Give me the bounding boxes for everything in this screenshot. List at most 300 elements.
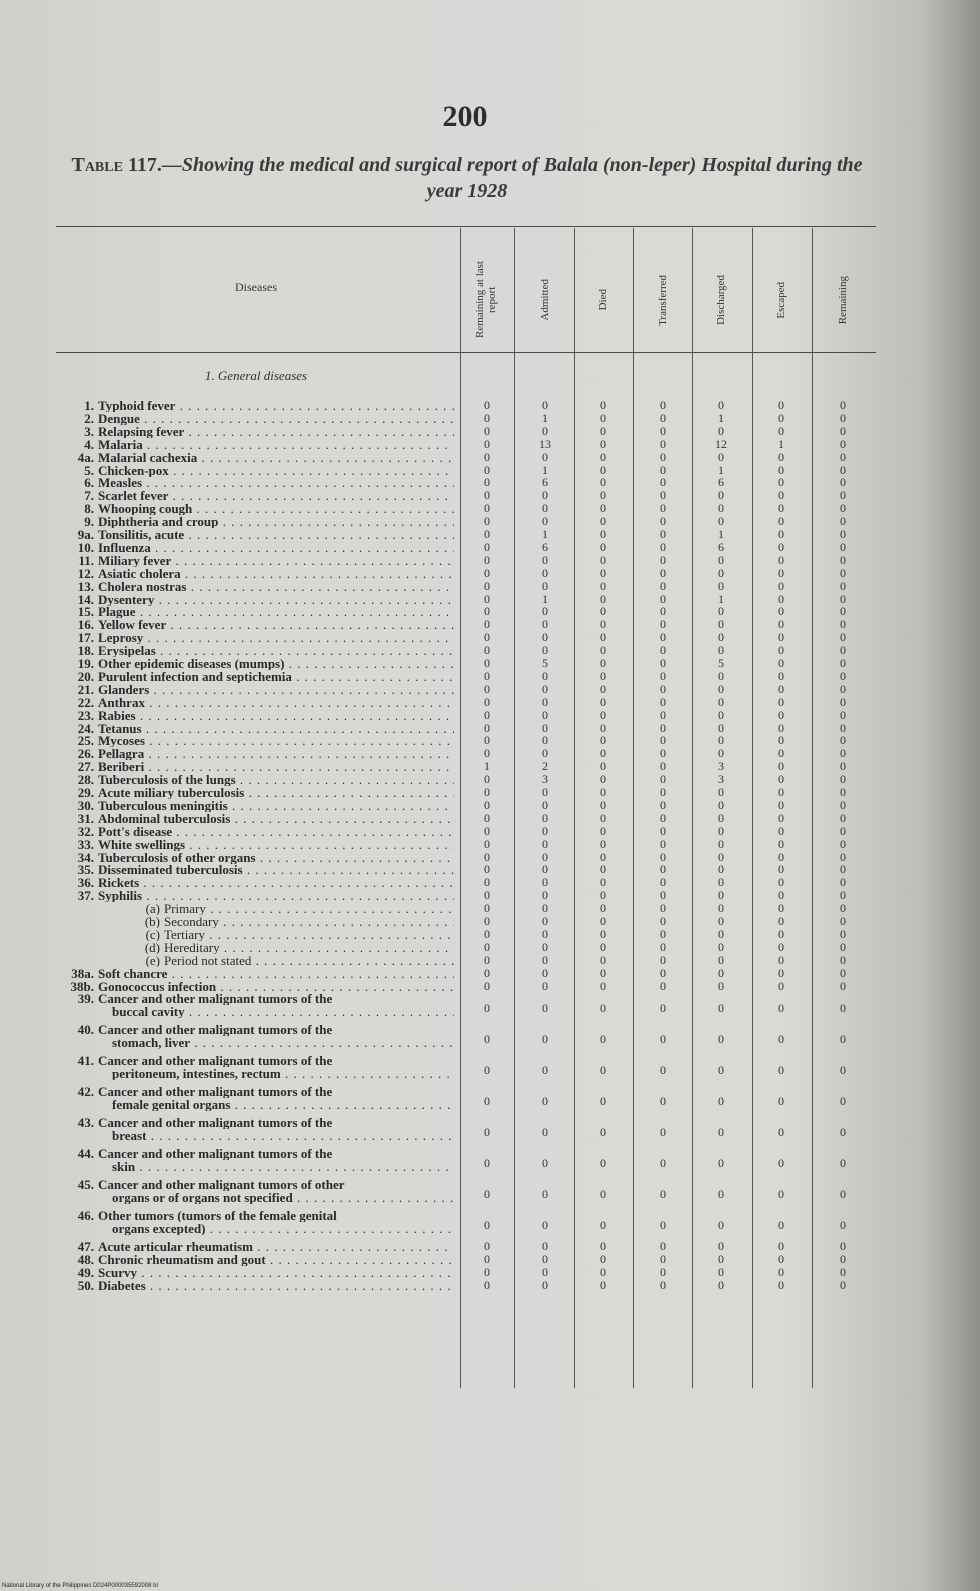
- disease-number: 23.: [77, 708, 94, 722]
- cell-value: 0: [600, 552, 606, 567]
- cell-value: 0: [600, 462, 606, 477]
- cell-value: 0: [600, 1032, 606, 1047]
- cell-value: 0: [600, 707, 606, 722]
- cell-value: 0: [484, 514, 490, 529]
- cell-value: 0: [600, 617, 606, 632]
- cell-value: 0: [718, 1186, 724, 1201]
- cell-value: 0: [542, 901, 548, 916]
- cell-value: 0: [840, 617, 846, 632]
- disease-number: 32.: [77, 824, 94, 838]
- cell-value: 6: [542, 539, 548, 554]
- cell-value: 1: [718, 527, 724, 541]
- disease-label: [64, 734, 454, 747]
- cell-value: 0: [718, 978, 724, 993]
- cell-value: 0: [542, 1217, 548, 1232]
- column-divider: [692, 228, 693, 1388]
- cell-value: 0: [840, 875, 846, 890]
- cell-value: 0: [484, 823, 490, 838]
- disease-number: 44.: [77, 1147, 94, 1161]
- cell-value: 0: [600, 965, 606, 980]
- cell-value: 0: [600, 591, 606, 606]
- cell-value: 0: [778, 875, 784, 890]
- cell-value: 0: [778, 604, 784, 619]
- disease-name: Period not stated: [164, 953, 252, 967]
- column-header-label: Died: [597, 289, 609, 311]
- cell-value: 0: [600, 514, 606, 529]
- disease-number: 31.: [77, 811, 94, 825]
- disease-label-continued: [112, 1129, 454, 1142]
- cell-value: 0: [660, 643, 666, 658]
- cell-value: 0: [718, 1093, 724, 1108]
- cell-value: 0: [778, 1155, 784, 1170]
- cell-value: 0: [600, 1264, 606, 1279]
- cell-value: 0: [718, 720, 724, 735]
- disease-name: Diabetes: [98, 1278, 146, 1292]
- cell-value: 0: [718, 423, 724, 438]
- cell-value: 0: [484, 926, 490, 941]
- disease-name: Glanders: [98, 682, 150, 696]
- section-title: 1. General diseases: [204, 368, 308, 383]
- disease-name: Measles: [98, 476, 143, 490]
- cell-value: 0: [542, 1001, 548, 1016]
- column-header: [583, 250, 623, 350]
- column-header-label: Remaining at last report: [474, 261, 498, 339]
- cell-value: 0: [840, 1264, 846, 1279]
- disease-number: 14.: [77, 592, 94, 606]
- disease-number: 15.: [77, 605, 94, 619]
- header-bottom-rule: [56, 352, 876, 353]
- disease-name: Tuberculosis of the lungs: [98, 773, 236, 787]
- cell-value: 1: [542, 462, 548, 477]
- disease-name: Dengue: [98, 411, 140, 425]
- cell-value: 0: [660, 1155, 666, 1170]
- cell-value: 1: [778, 436, 784, 451]
- disease-label: [64, 696, 454, 709]
- cell-value: 0: [484, 449, 490, 464]
- column-header: [761, 250, 801, 350]
- cell-value: 1: [542, 591, 548, 606]
- cell-value: 0: [778, 681, 784, 696]
- cell-value: 0: [778, 720, 784, 735]
- disease-number: 12.: [77, 566, 94, 580]
- cell-value: 0: [840, 436, 846, 451]
- cell-value: 0: [600, 449, 606, 464]
- cell-value: 0: [484, 552, 490, 567]
- cell-value: 0: [484, 862, 490, 877]
- cell-value: 0: [778, 901, 784, 916]
- cell-value: 3: [542, 772, 548, 787]
- disease-label: [64, 825, 454, 838]
- table-title-text: —Showing the medical and surgical report of Balala (non-leper) Hospital during the year 1928: [161, 154, 863, 202]
- cell-value: 0: [542, 810, 548, 825]
- disease-name-continued: female genital organs: [112, 1098, 231, 1112]
- cell-value: 0: [660, 398, 666, 412]
- disease-name: Scarlet fever: [98, 489, 169, 503]
- cell-value: 0: [542, 797, 548, 812]
- disease-number: 42.: [77, 1085, 94, 1099]
- cell-value: 0: [484, 810, 490, 825]
- cell-value: 0: [542, 823, 548, 838]
- column-divider: [752, 228, 753, 1388]
- disease-label: [64, 605, 454, 618]
- cell-value: 0: [660, 462, 666, 477]
- disease-label: [64, 915, 454, 928]
- disease-name: Plague: [98, 605, 136, 619]
- column-header: [823, 250, 863, 350]
- disease-label: [64, 399, 454, 412]
- disease-number: 38a.: [71, 966, 94, 980]
- cell-value: 0: [840, 501, 846, 516]
- cell-value: 6: [542, 475, 548, 490]
- cell-value: 0: [660, 1001, 666, 1016]
- cell-value: 0: [778, 849, 784, 864]
- cell-value: 0: [718, 552, 724, 567]
- cell-value: 0: [600, 436, 606, 451]
- cell-value: 0: [600, 797, 606, 812]
- cell-value: 0: [484, 797, 490, 812]
- disease-label: [64, 902, 454, 915]
- disease-label-continued: [112, 1036, 454, 1049]
- cell-value: 0: [840, 810, 846, 825]
- disease-label-continued: [112, 1160, 454, 1173]
- disease-name-continued: peritoneum, intestines, rectum: [112, 1067, 281, 1081]
- cell-value: 0: [542, 565, 548, 580]
- cell-value: 0: [778, 591, 784, 606]
- disease-label: [64, 425, 454, 438]
- cell-value: 0: [600, 759, 606, 774]
- cell-value: 1: [542, 410, 548, 425]
- disease-number: 43.: [77, 1116, 94, 1130]
- disease-name: Tuberculous meningitis: [98, 798, 228, 812]
- disease-number: 38b.: [70, 979, 94, 993]
- disease-label: [64, 889, 454, 902]
- disease-name: Yellow fever: [98, 618, 167, 632]
- disease-label: [64, 593, 454, 606]
- cell-value: 0: [660, 656, 666, 670]
- cell-value: 0: [542, 694, 548, 709]
- cell-value: 0: [778, 1251, 784, 1266]
- cell-value: 0: [840, 926, 846, 941]
- cell-value: 0: [660, 746, 666, 761]
- disease-number: 4.: [84, 437, 94, 451]
- column-divider: [812, 228, 813, 1388]
- disease-number: 18.: [77, 644, 94, 658]
- disease-label: [64, 760, 454, 773]
- cell-value: 0: [484, 1124, 490, 1139]
- column-header-label: Remaining: [837, 275, 849, 325]
- disease-name: Mycoses: [98, 734, 145, 748]
- cell-value: 0: [778, 423, 784, 438]
- disease-name: Leprosy: [98, 631, 144, 645]
- cell-value: 2: [542, 759, 548, 774]
- cell-value: 0: [600, 668, 606, 683]
- cell-value: 0: [600, 630, 606, 645]
- cell-value: 0: [484, 914, 490, 928]
- cell-value: 0: [840, 1217, 846, 1232]
- disease-label: [64, 541, 454, 554]
- disease-label: [64, 618, 454, 631]
- cell-value: 0: [542, 1093, 548, 1108]
- cell-value: 0: [718, 694, 724, 709]
- cell-value: 0: [840, 578, 846, 593]
- disease-label: [64, 580, 454, 593]
- cell-value: 0: [600, 901, 606, 916]
- disease-name: Chicken-pox: [98, 463, 169, 477]
- cell-value: 0: [718, 514, 724, 529]
- disease-number: 10.: [77, 540, 94, 554]
- cell-value: 0: [600, 1124, 606, 1139]
- cell-value: 0: [484, 1001, 490, 1016]
- cell-value: 0: [840, 901, 846, 916]
- cell-value: 0: [660, 630, 666, 645]
- cell-value: 0: [484, 1277, 490, 1292]
- cell-value: 0: [718, 901, 724, 916]
- cell-value: 0: [660, 952, 666, 967]
- cell-value: 0: [840, 539, 846, 554]
- cell-value: 0: [778, 810, 784, 825]
- disease-name: Cancer and other malignant tumors of the: [98, 1023, 333, 1037]
- cell-value: 0: [840, 423, 846, 438]
- cell-value: 0: [660, 604, 666, 619]
- cell-value: 0: [718, 1217, 724, 1232]
- cell-value: 0: [660, 978, 666, 993]
- disease-name: Malaria: [98, 437, 143, 451]
- disease-number: 1.: [84, 399, 94, 412]
- cell-value: 0: [778, 1001, 784, 1016]
- cell-value: 0: [840, 1124, 846, 1139]
- disease-number: 25.: [77, 734, 94, 748]
- disease-label: [64, 554, 454, 567]
- cell-value: 0: [840, 1001, 846, 1016]
- disease-label: [64, 670, 454, 683]
- cell-value: 0: [840, 862, 846, 877]
- cell-value: 0: [718, 1264, 724, 1279]
- cell-value: 0: [484, 475, 490, 490]
- cell-value: 0: [600, 694, 606, 709]
- column-divider: [633, 228, 634, 1388]
- cell-value: 0: [778, 785, 784, 799]
- cell-value: 0: [840, 694, 846, 709]
- cell-value: 0: [484, 423, 490, 438]
- cell-value: 0: [840, 785, 846, 799]
- cell-value: 0: [542, 965, 548, 980]
- cell-value: 0: [840, 914, 846, 928]
- cell-value: 0: [718, 914, 724, 928]
- disease-label-continued: [112, 1222, 454, 1235]
- disease-name: Miliary fever: [98, 553, 172, 567]
- cell-value: 0: [660, 475, 666, 490]
- disease-number: 37.: [77, 889, 94, 903]
- cell-value: 0: [778, 656, 784, 670]
- disease-label: [64, 1023, 454, 1036]
- disease-number: 8.: [84, 502, 94, 516]
- disease-name: Pott's disease: [98, 824, 173, 838]
- cell-value: 0: [840, 888, 846, 903]
- cell-value: 0: [778, 578, 784, 593]
- cell-value: 0: [840, 759, 846, 774]
- cell-value: 0: [778, 939, 784, 954]
- disease-label-continued: [112, 1067, 454, 1080]
- cell-value: 0: [660, 501, 666, 516]
- cell-value: 0: [778, 1239, 784, 1254]
- cell-value: 0: [542, 630, 548, 645]
- cell-value: 0: [600, 733, 606, 748]
- cell-value: 0: [840, 475, 846, 490]
- cell-value: 0: [778, 823, 784, 838]
- cell-value: 1: [718, 591, 724, 606]
- cell-value: 0: [840, 797, 846, 812]
- cell-value: 0: [778, 1186, 784, 1201]
- disease-name: Typhoid fever: [98, 399, 176, 412]
- cell-value: 0: [484, 604, 490, 619]
- cell-value: 0: [660, 578, 666, 593]
- cell-value: 0: [778, 514, 784, 529]
- cell-value: 0: [660, 797, 666, 812]
- cell-value: 0: [718, 1155, 724, 1170]
- cell-value: 0: [600, 1001, 606, 1016]
- disease-name: Cancer and other malignant tumors of the: [98, 1147, 333, 1161]
- cell-value: 0: [718, 746, 724, 761]
- disease-name: Whooping cough: [98, 502, 193, 516]
- disease-label: [64, 657, 454, 670]
- cell-value: 13: [539, 436, 551, 451]
- cell-value: 0: [778, 488, 784, 503]
- cell-value: 3: [718, 772, 724, 787]
- disease-name: Dysentery: [98, 592, 155, 606]
- cell-value: 0: [660, 539, 666, 554]
- cell-value: 0: [718, 398, 724, 412]
- disease-name: Anthrax: [98, 695, 145, 709]
- cell-value: 0: [542, 1186, 548, 1201]
- cell-value: 0: [484, 565, 490, 580]
- disease-name: Gonococcus infection: [98, 979, 217, 993]
- disease-number: (c): [145, 927, 160, 941]
- cell-value: 1: [542, 527, 548, 541]
- cell-value: 0: [840, 733, 846, 748]
- cell-value: 0: [600, 410, 606, 425]
- cell-value: 0: [542, 952, 548, 967]
- disease-label: [64, 683, 454, 696]
- cell-value: 0: [840, 449, 846, 464]
- cell-value: 0: [660, 1239, 666, 1254]
- disease-number: 30.: [77, 798, 94, 812]
- disease-number: 26.: [77, 747, 94, 761]
- disease-label: [64, 709, 454, 722]
- cell-value: 0: [660, 527, 666, 541]
- cell-value: 0: [778, 836, 784, 851]
- archive-footer: National Library of the Philippines D024P000035592008 bl: [2, 1583, 158, 1589]
- disease-label: [64, 1240, 454, 1253]
- column-header-label: Escaped: [775, 281, 787, 319]
- cell-value: 0: [542, 1124, 548, 1139]
- cell-value: 0: [484, 643, 490, 658]
- cell-value: 0: [718, 668, 724, 683]
- disease-number: 3.: [84, 424, 94, 438]
- cell-value: 0: [778, 707, 784, 722]
- cell-value: 0: [718, 1277, 724, 1292]
- disease-name: Secondary: [164, 915, 219, 928]
- disease-label: [64, 1085, 454, 1098]
- cell-value: 0: [542, 914, 548, 928]
- cell-value: 0: [778, 552, 784, 567]
- cell-value: 0: [840, 707, 846, 722]
- cell-value: 0: [660, 862, 666, 877]
- cell-value: 0: [600, 720, 606, 735]
- disease-number: 34.: [77, 850, 94, 864]
- cell-value: 0: [718, 1001, 724, 1016]
- cell-value: 0: [778, 1277, 784, 1292]
- cell-value: 0: [600, 810, 606, 825]
- cell-value: 0: [778, 733, 784, 748]
- column-header: [467, 250, 507, 350]
- cell-value: 0: [660, 823, 666, 838]
- cell-value: 0: [600, 823, 606, 838]
- cell-value: 0: [600, 914, 606, 928]
- cell-value: 0: [718, 836, 724, 851]
- cell-value: 0: [718, 823, 724, 838]
- cell-value: 0: [600, 785, 606, 799]
- cell-value: 0: [542, 720, 548, 735]
- cell-value: 0: [484, 410, 490, 425]
- disease-number: 49.: [77, 1265, 94, 1279]
- disease-name: Rickets: [98, 876, 140, 890]
- disease-number: 17.: [77, 631, 94, 645]
- cell-value: 0: [660, 888, 666, 903]
- cell-value: 0: [718, 488, 724, 503]
- column-header-label: Discharged: [715, 275, 727, 325]
- cell-value: 0: [778, 449, 784, 464]
- cell-value: 0: [542, 617, 548, 632]
- cell-value: 0: [542, 707, 548, 722]
- cell-value: 0: [542, 668, 548, 683]
- disease-label: [64, 980, 454, 993]
- cell-value: 0: [484, 1032, 490, 1047]
- disease-label: [64, 851, 454, 864]
- cell-value: 0: [600, 1277, 606, 1292]
- cell-value: 0: [718, 449, 724, 464]
- cell-value: 0: [718, 862, 724, 877]
- cell-value: 0: [484, 746, 490, 761]
- cell-value: 0: [484, 1217, 490, 1232]
- cell-value: 0: [778, 668, 784, 683]
- disease-number: 7.: [84, 489, 94, 503]
- disease-name: Pellagra: [98, 747, 145, 761]
- disease-number: 16.: [77, 618, 94, 632]
- cell-value: 0: [660, 1062, 666, 1077]
- cell-value: 0: [542, 1264, 548, 1279]
- cell-value: 0: [718, 578, 724, 593]
- cell-value: 0: [542, 849, 548, 864]
- cell-value: 0: [778, 746, 784, 761]
- cell-value: 0: [484, 785, 490, 799]
- cell-value: 0: [718, 849, 724, 864]
- column-divider: [460, 228, 461, 1388]
- disease-label: [64, 1116, 454, 1129]
- cell-value: 0: [840, 591, 846, 606]
- cell-value: 0: [600, 475, 606, 490]
- disease-name-continued: organs excepted): [112, 1222, 206, 1235]
- cell-value: 0: [840, 1062, 846, 1077]
- disease-name-continued: organs or of organs not specified: [112, 1191, 293, 1205]
- disease-number: 9.: [84, 515, 94, 529]
- cell-value: 0: [718, 952, 724, 967]
- disease-name: Primary: [164, 902, 206, 916]
- disease-number: 20.: [77, 669, 94, 683]
- disease-name-continued: buccal cavity: [112, 1005, 185, 1019]
- cell-value: 0: [660, 1217, 666, 1232]
- cell-value: 0: [718, 1032, 724, 1047]
- disease-name: Erysipelas: [98, 644, 156, 658]
